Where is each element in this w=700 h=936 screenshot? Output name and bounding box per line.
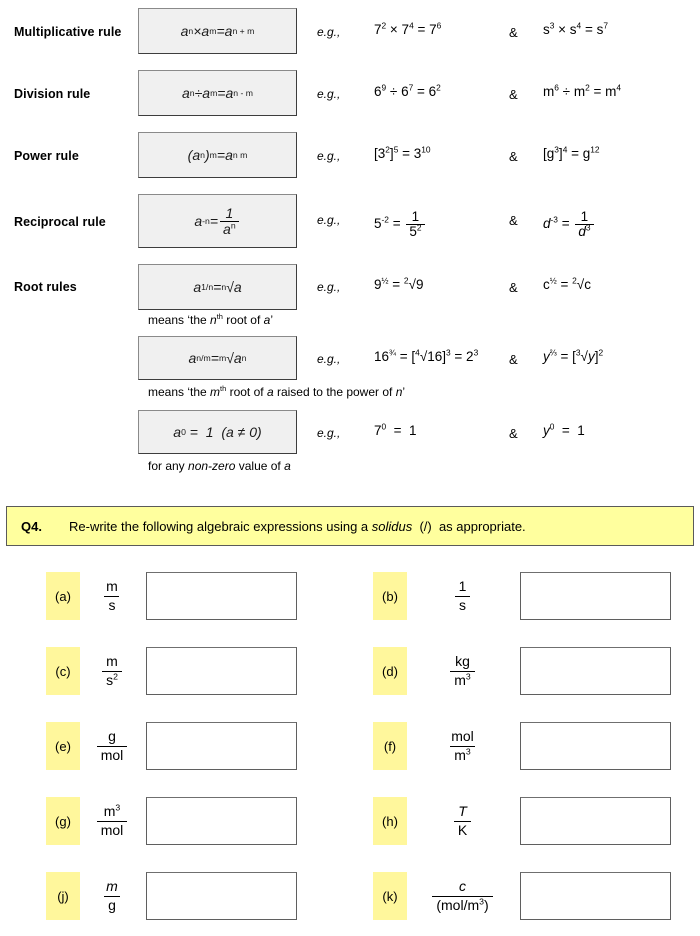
fraction-numerator: T <box>458 802 467 819</box>
item-label: (k) <box>373 872 407 920</box>
formula-box: ( a n ) m = a n m <box>138 132 297 178</box>
fraction-denominator: s <box>455 596 470 614</box>
rule-label: Root rules <box>14 280 77 294</box>
ampersand-separator: & <box>509 426 518 441</box>
item-expression <box>86 868 138 924</box>
item-label: (j) <box>46 872 80 920</box>
example-expression-1: $9^{\frac{1}{2}} = ^2√9$ <box>374 275 424 292</box>
fraction-numerator: kg <box>455 652 470 669</box>
example-expression-2: $d^{-3}$ = $\frac{1}{d^3}$ <box>543 210 596 239</box>
example-expression-2: $m^6 \div m^2 = m^4$ <box>543 82 622 99</box>
question-number: Q4. <box>21 519 42 534</box>
eg-label: e.g., <box>317 149 341 163</box>
fraction-numerator: m <box>106 577 118 594</box>
example-expression-1: $7^2 \times 7^4 = 7^6$ <box>374 20 442 37</box>
answer-input-box[interactable] <box>146 872 297 920</box>
eg-label: e.g., <box>317 25 341 39</box>
example-expression-1: $16^{\frac{3}{4}} = [^4√16]^3 = 2^3$ <box>374 347 479 364</box>
fraction-denominator: g <box>104 896 120 914</box>
eg-label: e.g., <box>317 280 341 294</box>
rule-label: Division rule <box>14 87 91 101</box>
answer-input-box[interactable] <box>520 572 671 620</box>
fraction-denominator: $(mol/m^3)$ <box>432 896 492 914</box>
fraction-numerator: g <box>108 727 116 744</box>
item-expression <box>86 643 138 699</box>
item-label: (b) <box>373 572 407 620</box>
ampersand-separator: & <box>509 149 518 164</box>
fraction-numerator: m <box>106 877 118 894</box>
item-expression <box>86 568 138 624</box>
fraction-denominator: mol <box>97 746 128 764</box>
item-label: (e) <box>46 722 80 770</box>
item-label: (f) <box>373 722 407 770</box>
formula-box: a n ÷ a m = a n - m <box>138 70 297 116</box>
item-label: (d) <box>373 647 407 695</box>
example-expression-2: $[g^3]^4 = g^{12}$ <box>543 144 600 161</box>
ampersand-separator: & <box>509 25 518 40</box>
formula-box: a n/m = m √ a n <box>138 336 297 380</box>
answer-input-box[interactable] <box>520 722 671 770</box>
example-expression-1: $7^0 = 1$ <box>374 421 417 438</box>
item-label: (c) <box>46 647 80 695</box>
fraction-numerator: 1 <box>458 577 467 594</box>
rule-label: Multiplicative rule <box>14 25 122 39</box>
answer-input-box[interactable] <box>146 647 297 695</box>
example-expression-1: $5^{-2}$ = $\frac{1}{5^2}$ <box>374 210 427 239</box>
rule-note: means ‘the $m^{th}$ root of a raised to the power of n’ <box>148 384 406 399</box>
answer-grid <box>0 560 700 936</box>
fraction-numerator: mol <box>451 727 474 744</box>
item-label: (a) <box>46 572 80 620</box>
ampersand-separator: & <box>509 280 518 295</box>
eg-label: e.g., <box>317 87 341 101</box>
fraction-numerator: m <box>106 652 118 669</box>
formula-box: a 0 = 1 (a ≠ 0) <box>138 410 297 454</box>
answer-input-box[interactable] <box>520 872 671 920</box>
rule-label: Reciprocal rule <box>14 215 106 229</box>
eg-label: e.g., <box>317 352 341 366</box>
eg-label: e.g., <box>317 213 341 227</box>
question-text: Re-write the following algebraic expressions using a solidus (/) as appropriate. <box>69 519 526 534</box>
question-banner <box>6 506 694 546</box>
item-expression <box>413 868 512 924</box>
item-expression <box>86 718 138 774</box>
example-expression-1: $6^9 \div 6^7 = 6^2$ <box>374 82 441 99</box>
item-expression <box>413 718 512 774</box>
fraction-denominator: $s^2$ <box>102 671 122 689</box>
answer-input-box[interactable] <box>146 797 297 845</box>
item-expression <box>413 568 512 624</box>
item-expression <box>413 643 512 699</box>
rule-label: Power rule <box>14 149 79 163</box>
answer-input-box[interactable] <box>520 797 671 845</box>
fraction-denominator: K <box>454 821 471 839</box>
ampersand-separator: & <box>509 87 518 102</box>
fraction-denominator: $m^3$ <box>450 746 475 764</box>
item-expression <box>413 793 512 849</box>
example-expression-2: $y^0 = 1$ <box>543 421 585 438</box>
item-expression <box>86 793 138 849</box>
fraction-denominator: mol <box>97 821 128 839</box>
formula-box: a 1/n = n √ a <box>138 264 297 310</box>
rule-note: means ‘the $n^{th}$ root of a’ <box>148 312 273 327</box>
fraction-denominator: $m^3$ <box>450 671 475 689</box>
ampersand-separator: & <box>509 213 518 228</box>
answer-input-box[interactable] <box>146 572 297 620</box>
example-expression-2: $s^3 \times s^4 = s^7$ <box>543 20 608 37</box>
fraction-numerator: $m^3$ <box>103 802 121 819</box>
example-expression-2: $c^{\frac{1}{2}} = ^2√c$ <box>543 275 591 292</box>
rule-note: for any non-zero value of a <box>148 459 291 473</box>
example-expression-2: $y^{\frac{2}{3}} = [^3√y]^2$ <box>543 347 604 364</box>
formula-box: a -n = $\frac{1}{a^n}$ <box>138 194 297 248</box>
fraction-numerator: c <box>459 877 466 894</box>
answer-input-box[interactable] <box>520 647 671 695</box>
eg-label: e.g., <box>317 426 341 440</box>
item-label: (h) <box>373 797 407 845</box>
example-expression-1: $[3^2]^5 = 3^{10}$ <box>374 144 431 161</box>
answer-input-box[interactable] <box>146 722 297 770</box>
fraction-denominator: s <box>104 596 119 614</box>
formula-box: a n × a m = a n + m <box>138 8 297 54</box>
item-label: (g) <box>46 797 80 845</box>
ampersand-separator: & <box>509 352 518 367</box>
